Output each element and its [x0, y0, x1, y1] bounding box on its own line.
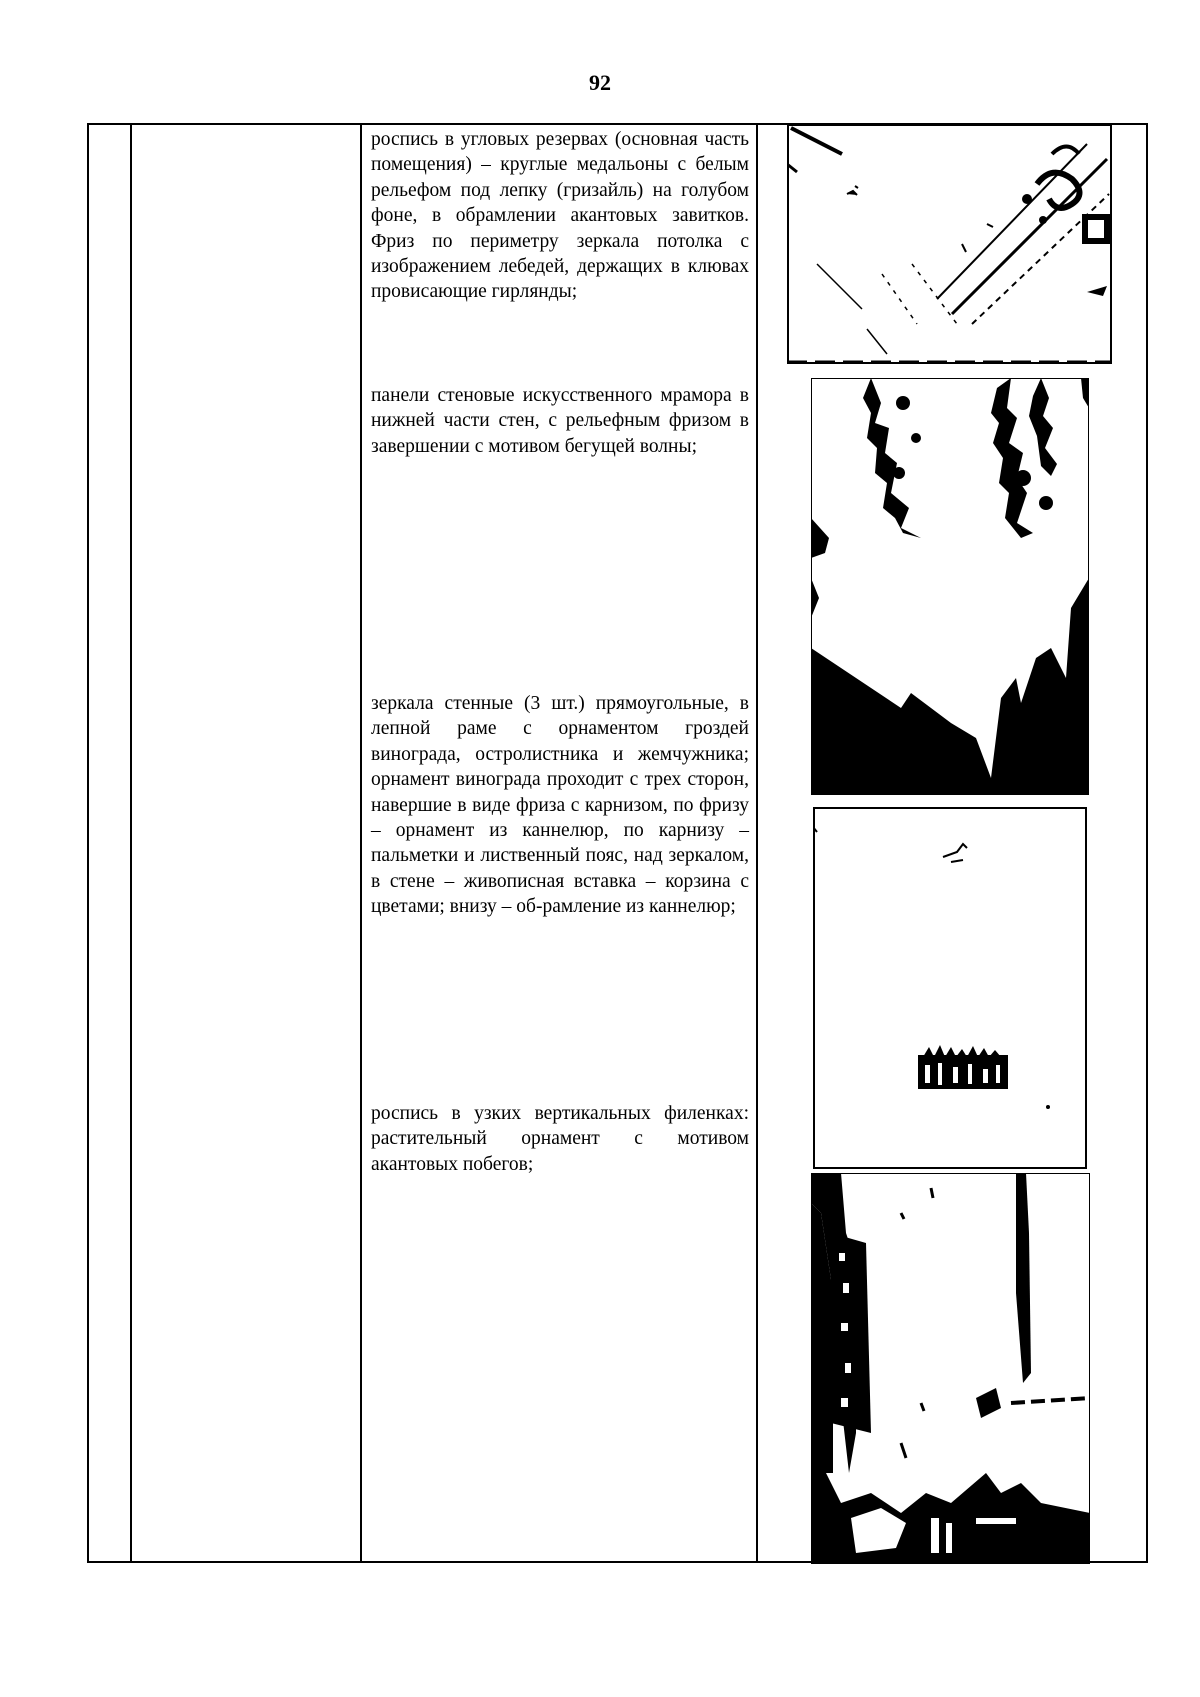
column-divider	[360, 125, 362, 1561]
marble-panels-photo	[811, 378, 1089, 795]
row-description: зеркала стенные (3 шт.) прямоугольные, в лепной раме с орнаментом гроздей винограда, остролистника и жемчужника; орнамент винограда проходит с трех сторон, навершие в виде фриза с карнизом, по фризу – орнамент из каннелюр, по карнизу – пальметки и лиственный пояс, над зеркалом, в стене – живописная вставка – корзина с цветами; внизу – об-рамление из каннелюр;	[371, 693, 749, 918]
row-description: роспись в угловых резервах (основная часть помещения) – круглые медальоны с белым рельефом под лепку (гризайль) на голубом фоне, в обрамлении акантовых завитков. Фриз по периметру зеркала потолка с изображением лебедей, держащих в клювах провисающие гирлянды;	[371, 129, 749, 303]
column-divider	[756, 125, 758, 1561]
row-description: роспись в узких вертикальных филенках: растительный орнамент с мотивом акантовых побегов;	[371, 1103, 749, 1175]
column-divider	[130, 125, 132, 1561]
vertical-panel-photo	[811, 1173, 1090, 1564]
ceiling-corner-photo	[787, 124, 1112, 364]
page-number: 92	[589, 70, 611, 95]
row-description: панели стеновые искусственного мрамора в нижней части стен, с рельефным фризом в завершении с мотивом бегущей волны;	[371, 385, 749, 457]
wall-mirror-photo	[813, 807, 1087, 1169]
